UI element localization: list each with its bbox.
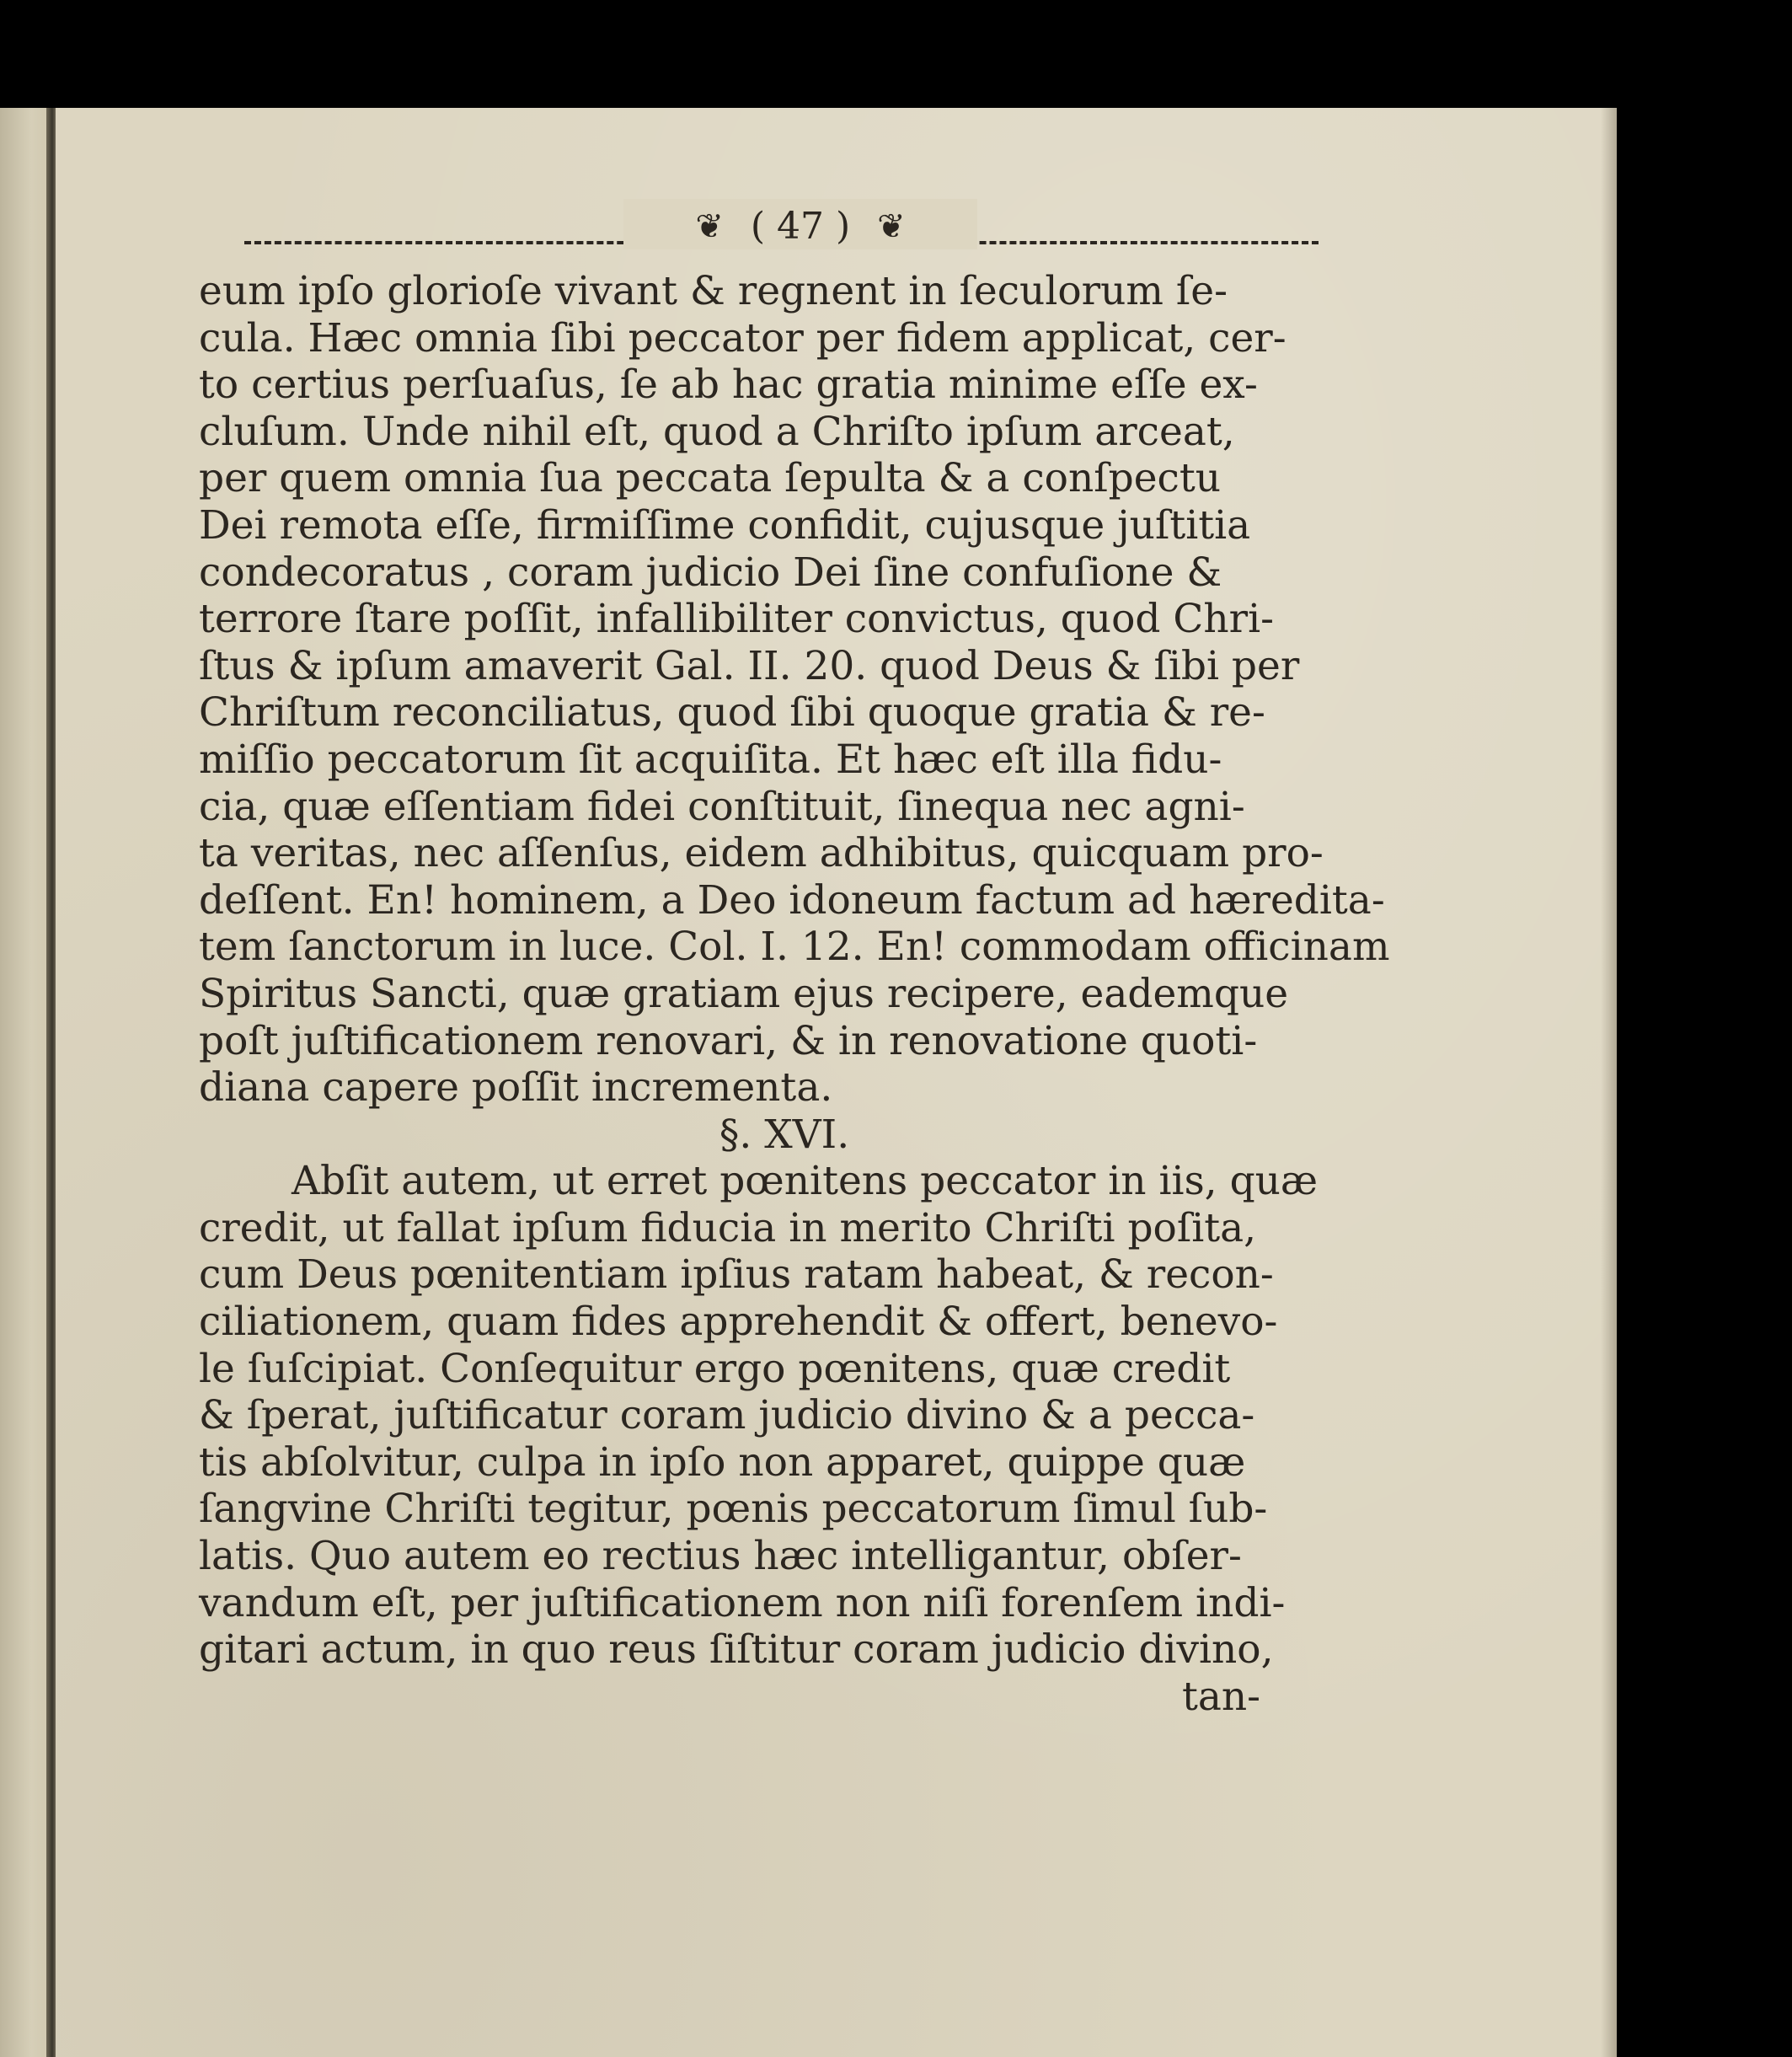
text-line: cula. Hæc omnia ſibi peccator per fidem applicat, cer-	[199, 314, 1286, 362]
left-page-edge	[0, 108, 52, 2057]
text-line: diana capere poſſit incrementa.	[199, 1064, 833, 1112]
text-line: ſangvine Chriſti tegitur, pœnis peccatorum ſimul ſub-	[199, 1486, 1268, 1533]
text-line: poſt juſtificationem renovari, & in renovatione quoti-	[199, 1017, 1258, 1064]
text-line: tis abſolvitur, culpa in ipſo non apparet, quippe quæ	[199, 1438, 1246, 1486]
text-line: Dei remota eſſe, firmiſſime confidit, cujusque juſtitia	[199, 501, 1251, 549]
text-line: Abſit autem, ut erret pœnitens peccator in iis, quæ	[292, 1158, 1319, 1205]
ornament-left-icon: ❦	[695, 206, 724, 246]
text-line: terrore ſtare poſſit, infallibiliter convictus, quod Chri-	[199, 596, 1274, 643]
page-edge-shadow	[1601, 108, 1617, 2057]
page-text	[199, 268, 1390, 1720]
text-line: deſſent. En! hominem, a Deo idoneum factum ad hæredita-	[199, 876, 1385, 924]
text-line: latis. Quo autem eo rectius hæc intelligantur, obſer-	[199, 1533, 1242, 1580]
text-line: ſtus & ipſum amaverit Gal. II. 20. quod Deus & ſibi per	[199, 642, 1300, 689]
text-line: Chriſtum reconciliatus, quod ſibi quoque gratia & re-	[199, 689, 1265, 737]
text-line: to certius perſuaſus, ſe ab hac gratia minime eſſe ex-	[199, 362, 1258, 409]
text-line: Spiritus Sancti, quæ gratiam ejus recipere, eademque	[199, 970, 1289, 1017]
text-line: credit, ut fallat ipſum fiducia in merito Chriſti poſita,	[199, 1204, 1257, 1251]
text-line: eum ipſo glorioſe vivant & regnent in ſeculorum ſe-	[199, 268, 1228, 314]
text-line: cluſum. Unde nihil eſt, quod a Chriſto ipſum arceat,	[199, 408, 1235, 455]
text-line: per quem omnia ſua peccata ſepulta & a conſpectu	[199, 455, 1222, 502]
header-center	[623, 199, 977, 249]
section-heading: §. XVI.	[719, 1111, 850, 1158]
text-line: cum Deus pœnitentiam ipſius ratam habeat, & recon-	[199, 1251, 1274, 1299]
text-line: gitari actum, in quo reus ſiſtitur coram judicio divino,	[199, 1626, 1274, 1674]
text-line: condecoratus , coram judicio Dei ſine confuſione &	[199, 549, 1222, 596]
text-line: vandum eſt, per juſtificationem non niſi forenſem indi-	[199, 1579, 1286, 1626]
text-line: cia, quæ eſſentiam fidei conſtituit, ſinequa nec agni-	[199, 783, 1245, 830]
text-line: tem ſanctorum in luce. Col. I. 12. En! commodam officinam	[199, 924, 1390, 971]
page-number: ( 47 )	[750, 204, 851, 248]
text-line: le ſuſcipiat. Conſequitur ergo pœnitens, quæ credit	[199, 1345, 1231, 1392]
page-header	[244, 199, 1319, 260]
text-line: & ſperat, juſtificatur coram judicio divino & a pecca-	[199, 1392, 1255, 1439]
text-line: ta veritas, nec aſſenſus, eidem adhibitus, quicquam pro-	[199, 830, 1324, 877]
text-line: ciliationem, quam fides apprehendit & offert, benevo-	[199, 1299, 1278, 1346]
text-line: miſſio peccatorum ſit acquiſita. Et hæc eſt illa fidu-	[199, 736, 1222, 783]
catchword: tan-	[1181, 1673, 1260, 1720]
ornament-right-icon: ❦	[877, 206, 906, 246]
